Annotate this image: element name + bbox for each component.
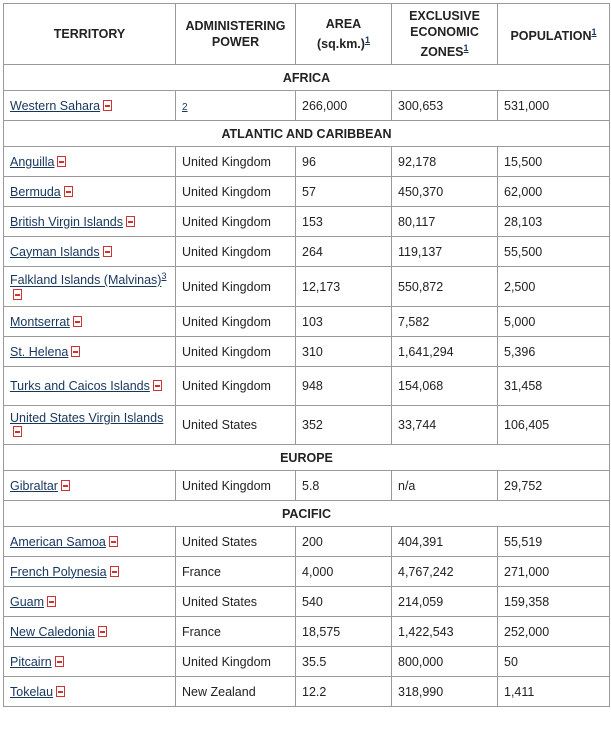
eez-cell: 4,767,242 bbox=[392, 557, 498, 587]
area-cell: 5.8 bbox=[296, 471, 392, 501]
population-cell: 1,411 bbox=[498, 677, 610, 707]
header-eez: EXCLUSIVE ECONOMIC ZONES$^1$ bbox=[392, 4, 498, 65]
area-cell: 18,575 bbox=[296, 617, 392, 647]
table-row bbox=[4, 367, 610, 406]
area-cell: 12,173 bbox=[296, 267, 392, 307]
population-cell: 55,519 bbox=[498, 527, 610, 557]
territory-link[interactable]: Cayman Islands bbox=[10, 244, 100, 259]
area-cell: 540 bbox=[296, 587, 392, 617]
eez-cell: 214,059 bbox=[392, 587, 498, 617]
pdf-icon[interactable] bbox=[103, 100, 112, 111]
table-row bbox=[4, 177, 610, 207]
territory-link[interactable]: Guam bbox=[10, 594, 45, 609]
territory-link[interactable]: United States Virgin Islands bbox=[10, 411, 164, 425]
area-cell: 310 bbox=[296, 337, 392, 367]
territories-table bbox=[3, 3, 610, 707]
eez-cell: 154,068 bbox=[392, 367, 498, 406]
table-row bbox=[4, 147, 610, 177]
pdf-icon[interactable] bbox=[103, 246, 112, 257]
population-cell: 55,500 bbox=[498, 237, 610, 267]
area-cell: 4,000 bbox=[296, 557, 392, 587]
section-header-atlantic-caribbean: ATLANTIC AND CARIBBEAN bbox=[4, 121, 610, 147]
eez-cell: 550,872 bbox=[392, 267, 498, 307]
area-cell: 153 bbox=[296, 207, 392, 237]
pdf-icon[interactable] bbox=[47, 596, 56, 607]
power-cell: France bbox=[176, 557, 296, 587]
header-administering-power: ADMINISTERING POWER bbox=[176, 4, 296, 65]
power-cell: United Kingdom bbox=[176, 177, 296, 207]
power-cell: United States bbox=[176, 406, 296, 445]
area-cell: 264 bbox=[296, 237, 392, 267]
table-row bbox=[4, 91, 610, 121]
table-row bbox=[4, 617, 610, 647]
territory-link[interactable]: American Samoa bbox=[10, 534, 106, 549]
power-cell: United States bbox=[176, 587, 296, 617]
eez-cell: 92,178 bbox=[392, 147, 498, 177]
population-cell: 106,405 bbox=[498, 406, 610, 445]
power-cell: United Kingdom bbox=[176, 237, 296, 267]
pdf-icon[interactable] bbox=[73, 316, 82, 327]
power-cell: France bbox=[176, 617, 296, 647]
table-row bbox=[4, 647, 610, 677]
area-cell: 200 bbox=[296, 527, 392, 557]
eez-cell: 318,990 bbox=[392, 677, 498, 707]
eez-cell: 1,641,294 bbox=[392, 337, 498, 367]
table-row bbox=[4, 557, 610, 587]
pdf-icon[interactable] bbox=[13, 426, 22, 437]
power-cell: United Kingdom bbox=[176, 207, 296, 237]
population-cell: 5,396 bbox=[498, 337, 610, 367]
eez-cell: 80,117 bbox=[392, 207, 498, 237]
power-cell: United States bbox=[176, 527, 296, 557]
power-cell: United Kingdom bbox=[176, 647, 296, 677]
territory-link[interactable]: St. Helena bbox=[10, 344, 69, 359]
eez-cell: 1,422,543 bbox=[392, 617, 498, 647]
table-row bbox=[4, 237, 610, 267]
table-row bbox=[4, 267, 610, 307]
pdf-icon[interactable] bbox=[13, 289, 22, 300]
area-cell: 266,000 bbox=[296, 91, 392, 121]
table-row bbox=[4, 527, 610, 557]
footnote-link[interactable]: 2 bbox=[182, 101, 188, 113]
population-footnote-link[interactable]: 1 bbox=[591, 26, 597, 37]
eez-cell: n/a bbox=[392, 471, 498, 501]
pdf-icon[interactable] bbox=[64, 186, 73, 197]
eez-cell: 800,000 bbox=[392, 647, 498, 677]
pdf-icon[interactable] bbox=[98, 626, 107, 637]
area-cell: 96 bbox=[296, 147, 392, 177]
area-cell: 57 bbox=[296, 177, 392, 207]
area-cell: 103 bbox=[296, 307, 392, 337]
territory-link[interactable]: French Polynesia bbox=[10, 564, 107, 579]
population-cell: 159,358 bbox=[498, 587, 610, 617]
power-cell: United Kingdom bbox=[176, 267, 296, 307]
pdf-icon[interactable] bbox=[110, 566, 119, 577]
header-row bbox=[4, 4, 610, 65]
territory-link[interactable]: British Virgin Islands bbox=[10, 214, 124, 229]
power-cell: United Kingdom bbox=[176, 471, 296, 501]
area-cell: 948 bbox=[296, 367, 392, 406]
pdf-icon[interactable] bbox=[56, 686, 65, 697]
table-row bbox=[4, 406, 610, 445]
power-cell: United Kingdom bbox=[176, 147, 296, 177]
header-territory: TERRITORY bbox=[4, 4, 176, 65]
territory-link[interactable]: Pitcairn bbox=[10, 654, 52, 669]
table-row bbox=[4, 471, 610, 501]
header-population: POPULATION$^1$ bbox=[498, 4, 610, 65]
territory-link[interactable]: New Caledonia bbox=[10, 624, 95, 639]
population-cell: 29,752 bbox=[498, 471, 610, 501]
section-header-pacific: PACIFIC bbox=[4, 501, 610, 527]
population-cell: 15,500 bbox=[498, 147, 610, 177]
eez-cell: 33,744 bbox=[392, 406, 498, 445]
population-cell: 252,000 bbox=[498, 617, 610, 647]
area-cell: 352 bbox=[296, 406, 392, 445]
population-cell: 31,458 bbox=[498, 367, 610, 406]
pdf-icon[interactable] bbox=[109, 536, 118, 547]
eez-footnote-link[interactable]: 1 bbox=[463, 42, 469, 53]
eez-cell: 119,137 bbox=[392, 237, 498, 267]
pdf-icon[interactable] bbox=[55, 656, 64, 667]
territory-link[interactable]: Montserrat bbox=[10, 314, 70, 329]
pdf-icon[interactable] bbox=[57, 156, 66, 167]
territory-link[interactable]: Western Sahara bbox=[10, 98, 101, 113]
section-header-africa: AFRICA bbox=[4, 65, 610, 91]
pdf-icon[interactable] bbox=[126, 216, 135, 227]
territory-link[interactable]: Anguilla bbox=[10, 154, 55, 169]
pdf-icon[interactable] bbox=[153, 380, 162, 391]
area-footnote-link[interactable]: 1 bbox=[364, 34, 370, 45]
eez-cell: 300,653 bbox=[392, 91, 498, 121]
population-cell: 271,000 bbox=[498, 557, 610, 587]
territory-link[interactable]: Bermuda bbox=[10, 184, 61, 199]
pdf-icon[interactable] bbox=[71, 346, 80, 357]
area-cell: 12.2 bbox=[296, 677, 392, 707]
population-cell: 50 bbox=[498, 647, 610, 677]
table-row bbox=[4, 307, 610, 337]
table-row bbox=[4, 677, 610, 707]
power-cell: United Kingdom bbox=[176, 367, 296, 406]
table-row bbox=[4, 337, 610, 367]
eez-cell: 7,582 bbox=[392, 307, 498, 337]
pdf-icon[interactable] bbox=[61, 480, 70, 491]
power-cell: New Zealand bbox=[176, 677, 296, 707]
territory-link[interactable]: Turks and Caicos Islands bbox=[10, 379, 150, 393]
territory-link[interactable]: Falkland Islands (Malvinas) bbox=[10, 273, 162, 288]
power-cell: United Kingdom bbox=[176, 307, 296, 337]
eez-cell: 404,391 bbox=[392, 527, 498, 557]
population-cell: 531,000 bbox=[498, 91, 610, 121]
table-row bbox=[4, 587, 610, 617]
table-row bbox=[4, 207, 610, 237]
territory-link[interactable]: Tokelau bbox=[10, 684, 54, 699]
section-header-europe: EUROPE bbox=[4, 445, 610, 471]
population-cell: 5,000 bbox=[498, 307, 610, 337]
population-cell: 28,103 bbox=[498, 207, 610, 237]
area-cell: 35.5 bbox=[296, 647, 392, 677]
power-cell: United Kingdom bbox=[176, 337, 296, 367]
eez-cell: 450,370 bbox=[392, 177, 498, 207]
footnote-link[interactable]: 3 bbox=[161, 271, 167, 282]
population-cell: 62,000 bbox=[498, 177, 610, 207]
territory-link[interactable]: Gibraltar bbox=[10, 478, 58, 493]
population-cell: 2,500 bbox=[498, 267, 610, 307]
header-area: AREA $(sq.km.)^1$ bbox=[296, 4, 392, 65]
